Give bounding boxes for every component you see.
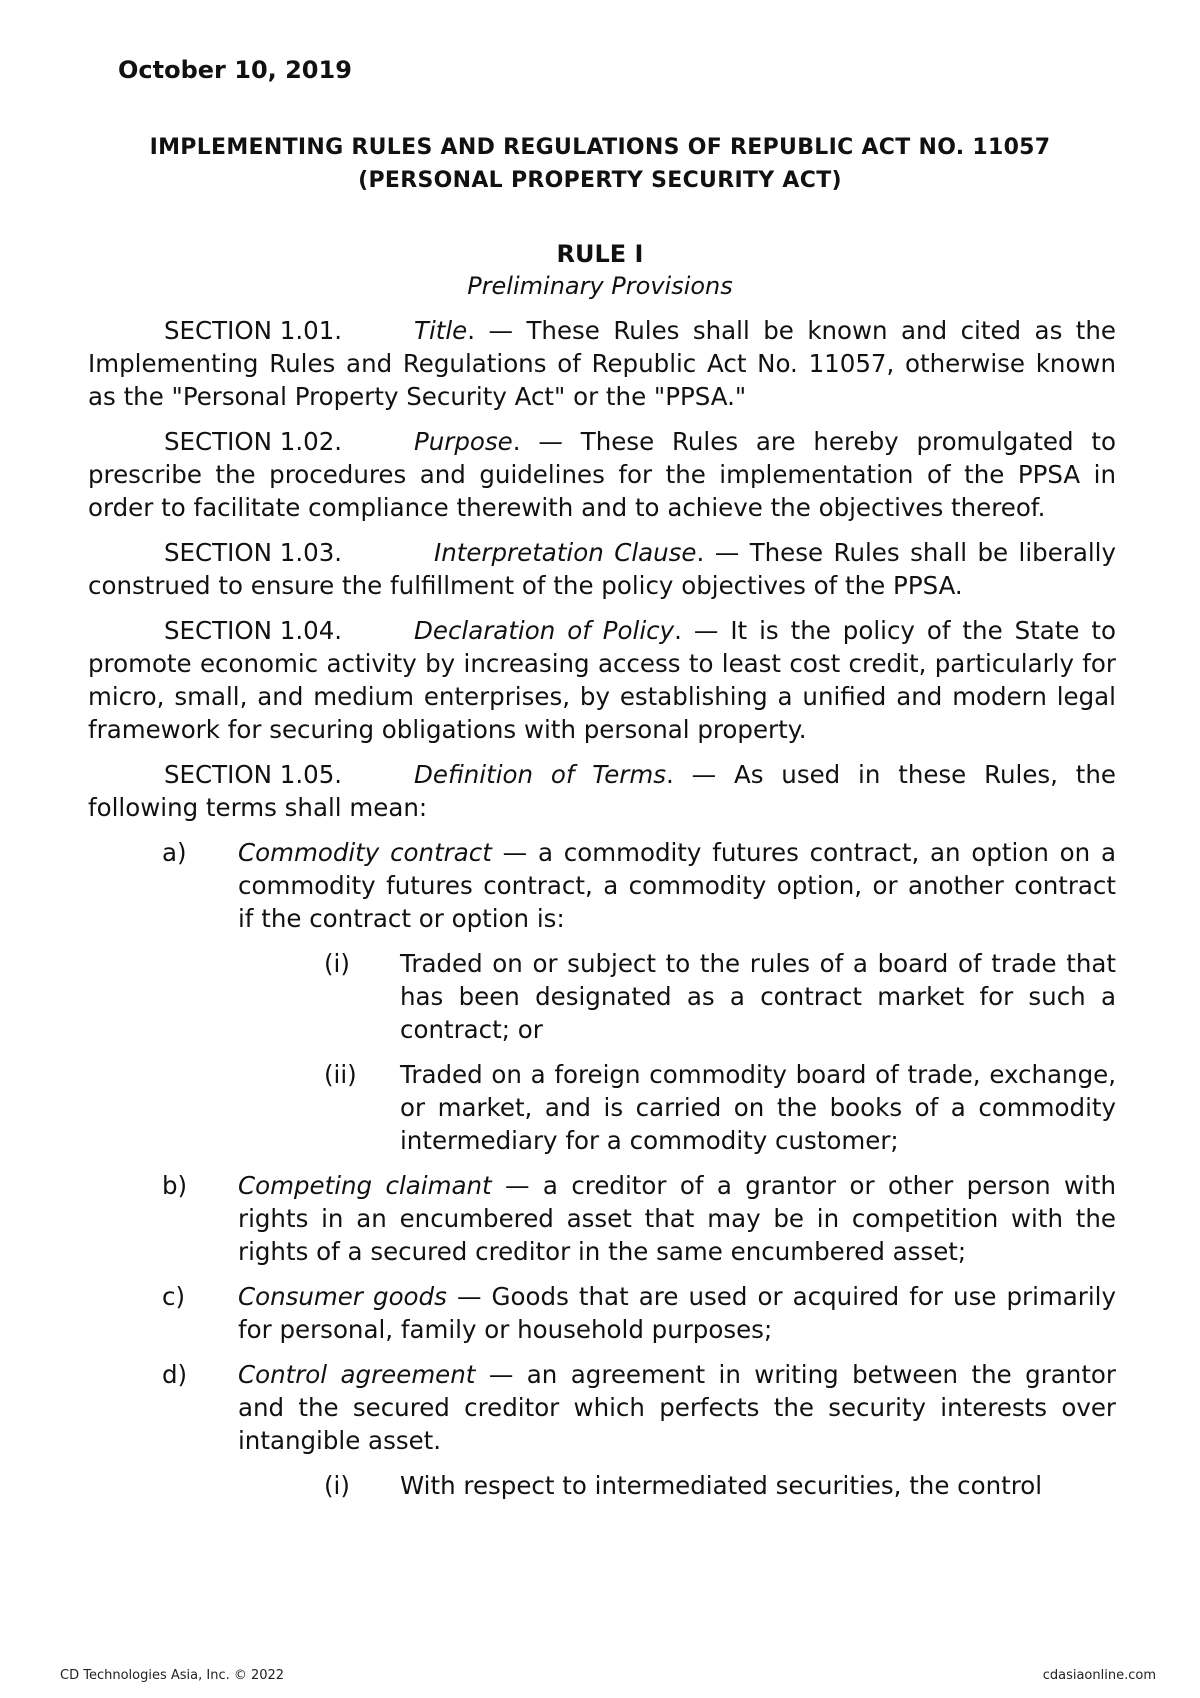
title-line-1: IMPLEMENTING RULES AND REGULATIONS OF REPUBLIC ACT NO. 11057 xyxy=(149,135,1051,160)
section-number: SECTION 1.01. xyxy=(164,316,343,345)
section-1-05 xyxy=(88,758,1116,824)
definition-body: — a commodity futures contract, an option on a commodity futures contract, a commodity option, or another contract if the contract or option is: xyxy=(238,838,1116,933)
section-number: SECTION 1.03. xyxy=(164,538,343,567)
definition-text xyxy=(238,1280,1116,1346)
sub-label: (i) xyxy=(324,949,350,978)
section-1-01 xyxy=(88,314,1116,413)
sub-text: With respect to intermediated securities, the control xyxy=(400,1471,1043,1500)
definition-body: — an agreement in writing between the grantor and the secured creditor which perfects the security interests over intangible asset. xyxy=(238,1360,1116,1455)
definition-label: b) xyxy=(162,1171,188,1200)
definition-d-i xyxy=(88,1469,1116,1502)
definition-text xyxy=(238,836,1116,935)
section-text: . — These Rules shall be known and cited as the Implementing Rules and Regulations of Republic Act No. 11057, otherwise known as the "Personal Property Security Act" or the "PPSA." xyxy=(88,316,1116,411)
definition-term: Control agreement xyxy=(238,1360,476,1389)
section-caption: Purpose xyxy=(414,427,513,456)
section-caption: Declaration of Policy xyxy=(414,616,675,645)
section-1-04 xyxy=(88,614,1116,746)
definition-a-ii xyxy=(88,1058,1116,1157)
section-caption: Interpretation Clause xyxy=(434,538,697,567)
definition-term: Commodity contract xyxy=(238,838,492,867)
definition-a xyxy=(88,836,1116,935)
definition-label: a) xyxy=(162,838,187,867)
section-number: SECTION 1.04. xyxy=(164,616,343,645)
sub-text: Traded on or subject to the rules of a board of trade that has been designated as a contract market for such a contract; or xyxy=(400,949,1116,1044)
rule-heading: RULE I xyxy=(556,240,644,268)
definition-term: Competing claimant xyxy=(238,1171,492,1200)
document-date: October 10, 2019 xyxy=(118,56,352,84)
section-number: SECTION 1.02. xyxy=(164,427,343,456)
section-text: . — As used in these Rules, the following terms shall mean: xyxy=(88,760,1116,822)
definition-body: — Goods that are used or acquired for use primarily for personal, family or household purposes; xyxy=(238,1282,1116,1344)
definition-d xyxy=(88,1358,1116,1457)
document-body xyxy=(88,314,1116,1514)
title-line-2: (PERSONAL PROPERTY SECURITY ACT) xyxy=(358,168,842,193)
definition-text xyxy=(238,1358,1116,1457)
definition-text xyxy=(238,1169,1116,1268)
rule-subheading: Preliminary Provisions xyxy=(467,272,733,300)
definition-a-i xyxy=(88,947,1116,1046)
section-1-03 xyxy=(88,536,1116,602)
definition-term: Consumer goods xyxy=(238,1282,447,1311)
definition-label: c) xyxy=(162,1282,186,1311)
sub-label: (ii) xyxy=(324,1060,357,1089)
section-text: . — These Rules are hereby promulgated to prescribe the procedures and guidelines for the implementation of the PPSA in order to facilitate compliance therewith and to achieve the objectives thereof. xyxy=(88,427,1116,522)
section-text: . — These Rules shall be liberally construed to ensure the fulfillment of the policy objectives of the PPSA. xyxy=(88,538,1116,600)
definition-c xyxy=(88,1280,1116,1346)
definition-label: d) xyxy=(162,1360,188,1389)
sub-label: (i) xyxy=(324,1471,350,1500)
definition-body: — a creditor of a grantor or other person with rights in an encumbered asset that may be in competition with the rights of a secured creditor in the same encumbered asset; xyxy=(238,1171,1117,1266)
section-caption: Definition of Terms xyxy=(414,760,667,789)
document-title xyxy=(80,131,1120,197)
section-1-02 xyxy=(88,425,1116,524)
section-number: SECTION 1.05. xyxy=(164,760,343,789)
sub-text: Traded on a foreign commodity board of trade, exchange, or market, and is carried on the books of a commodity intermediary for a commodity customer; xyxy=(400,1060,1116,1155)
definition-b xyxy=(88,1169,1116,1268)
section-caption: Title xyxy=(414,316,468,345)
footer-copyright: CD Technologies Asia, Inc. © 2022 xyxy=(60,1668,285,1683)
footer-site: cdasiaonline.com xyxy=(1042,1668,1156,1683)
section-text: . — It is the policy of the State to promote economic activity by increasing access to least cost credit, particularly for micro, small, and medium enterprises, by establishing a unified and modern legal framework for securing obligations with personal property. xyxy=(88,616,1116,744)
